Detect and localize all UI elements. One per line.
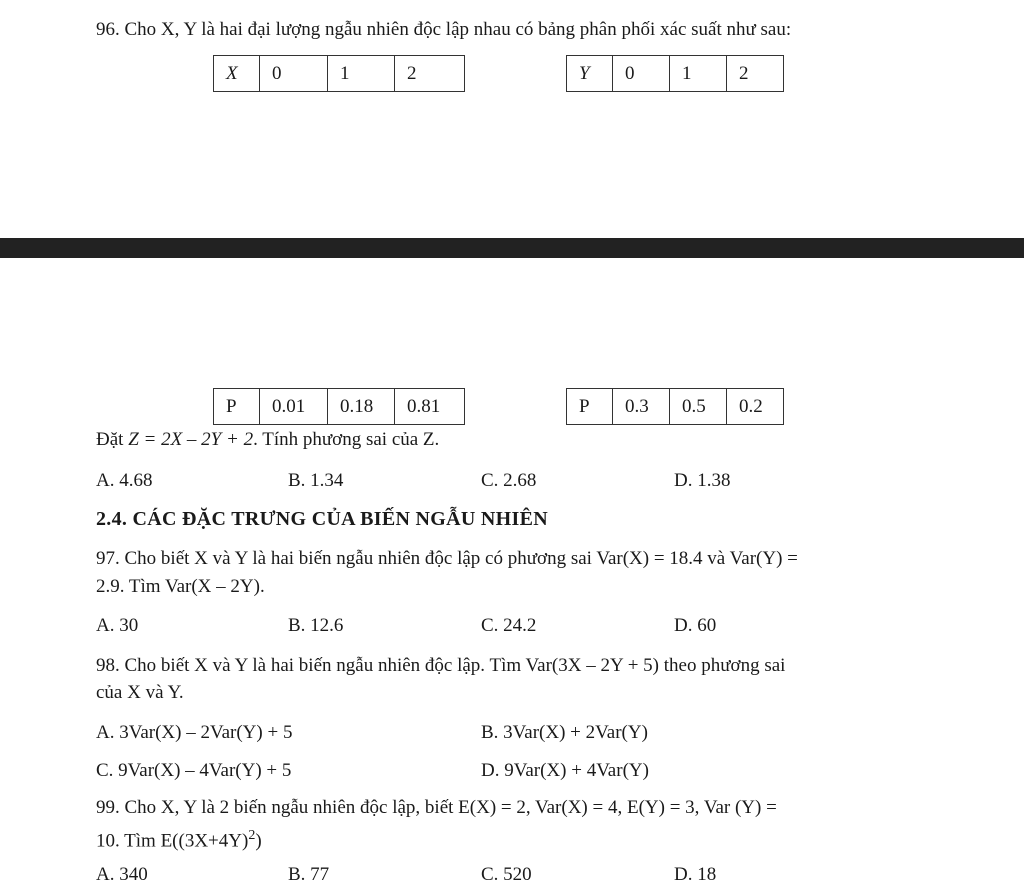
table-x-prob xyxy=(213,388,465,425)
q99-option-c: C. 520 xyxy=(481,864,532,885)
q97-option-c: C. 24.2 xyxy=(481,615,537,636)
scan-divider-band xyxy=(0,238,1024,258)
q97-line2: 2.9. Tìm Var(X – 2Y). xyxy=(96,576,265,597)
q98-option-d: D. 9Var(X) + 4Var(Y) xyxy=(481,760,649,781)
q96-option-c: C. 2.68 xyxy=(481,470,537,491)
q97-line1: 97. Cho biết X và Y là hai biến ngẫu nhiên độc lập có phương sai Var(X) = 18.4 và Var(Y) = xyxy=(96,548,798,569)
table-cell: 0.5 xyxy=(670,389,727,425)
table-cell: 2 xyxy=(395,56,465,92)
table-cell: Y xyxy=(567,56,613,92)
q99-option-a: A. 340 xyxy=(96,864,148,885)
q96-formula: Z = 2X – 2Y + 2 xyxy=(128,429,254,450)
table-cell: 1 xyxy=(670,56,727,92)
q96-intro: 96. Cho X, Y là hai đại lượng ngẫu nhiên độc lập nhau có bảng phân phối xác suất như sau: xyxy=(96,19,792,40)
table-cell: P xyxy=(214,389,260,425)
q96-question-pre: Đặt xyxy=(96,429,129,450)
table-cell: X xyxy=(214,56,260,92)
q99-line2-post: ) xyxy=(255,830,262,852)
q98-line1: 98. Cho biết X và Y là hai biến ngẫu nhiên độc lập. Tìm Var(3X – 2Y + 5) theo phương sai xyxy=(96,655,786,676)
table-row xyxy=(567,389,784,425)
q97-option-b: B. 12.6 xyxy=(288,615,344,636)
q96-option-d: D. 1.38 xyxy=(674,470,731,491)
table-cell: 1 xyxy=(328,56,395,92)
q99-option-b: B. 77 xyxy=(288,864,330,885)
q96-question xyxy=(96,428,439,452)
q98-option-c: C. 9Var(X) – 4Var(Y) + 5 xyxy=(96,760,292,781)
table-cell: 0 xyxy=(260,56,328,92)
q96-option-b: B. 1.34 xyxy=(288,470,344,491)
table-cell: 0.3 xyxy=(613,389,670,425)
table-y-header xyxy=(566,55,784,92)
q99-line2 xyxy=(96,824,262,853)
q97-option-a: A. 30 xyxy=(96,615,139,636)
q99-exponent: 2 xyxy=(248,828,256,843)
table-row xyxy=(214,389,465,425)
q98-option-b: B. 3Var(X) + 2Var(Y) xyxy=(481,722,648,743)
q99-line1: 99. Cho X, Y là 2 biến ngẫu nhiên độc lập, biết E(X) = 2, Var(X) = 4, E(Y) = 3, Var (Y) = xyxy=(96,797,777,818)
table-cell: P xyxy=(567,389,613,425)
table-cell: 2 xyxy=(727,56,784,92)
table-cell: 0 xyxy=(613,56,670,92)
table-row xyxy=(567,56,784,92)
table-cell: 0.18 xyxy=(328,389,395,425)
table-cell: 0.81 xyxy=(395,389,465,425)
section-heading: 2.4. CÁC ĐẶC TRƯNG CỦA BIẾN NGẪU NHIÊN xyxy=(96,508,548,530)
q98-option-a: A. 3Var(X) – 2Var(Y) + 5 xyxy=(96,722,293,743)
q99-line2-pre: 10. Tìm E((3X+4Y) xyxy=(96,830,249,852)
table-row xyxy=(214,56,465,92)
q99-option-d: D. 18 xyxy=(674,864,717,885)
table-y-prob xyxy=(566,388,784,425)
q98-line2: của X và Y. xyxy=(96,682,184,703)
table-x-header xyxy=(213,55,465,92)
q97-option-d: D. 60 xyxy=(674,615,717,636)
q96-question-post: . Tính phương sai của Z. xyxy=(253,429,440,450)
table-cell: 0.01 xyxy=(260,389,328,425)
q96-option-a: A. 4.68 xyxy=(96,470,153,491)
table-cell: 0.2 xyxy=(727,389,784,425)
